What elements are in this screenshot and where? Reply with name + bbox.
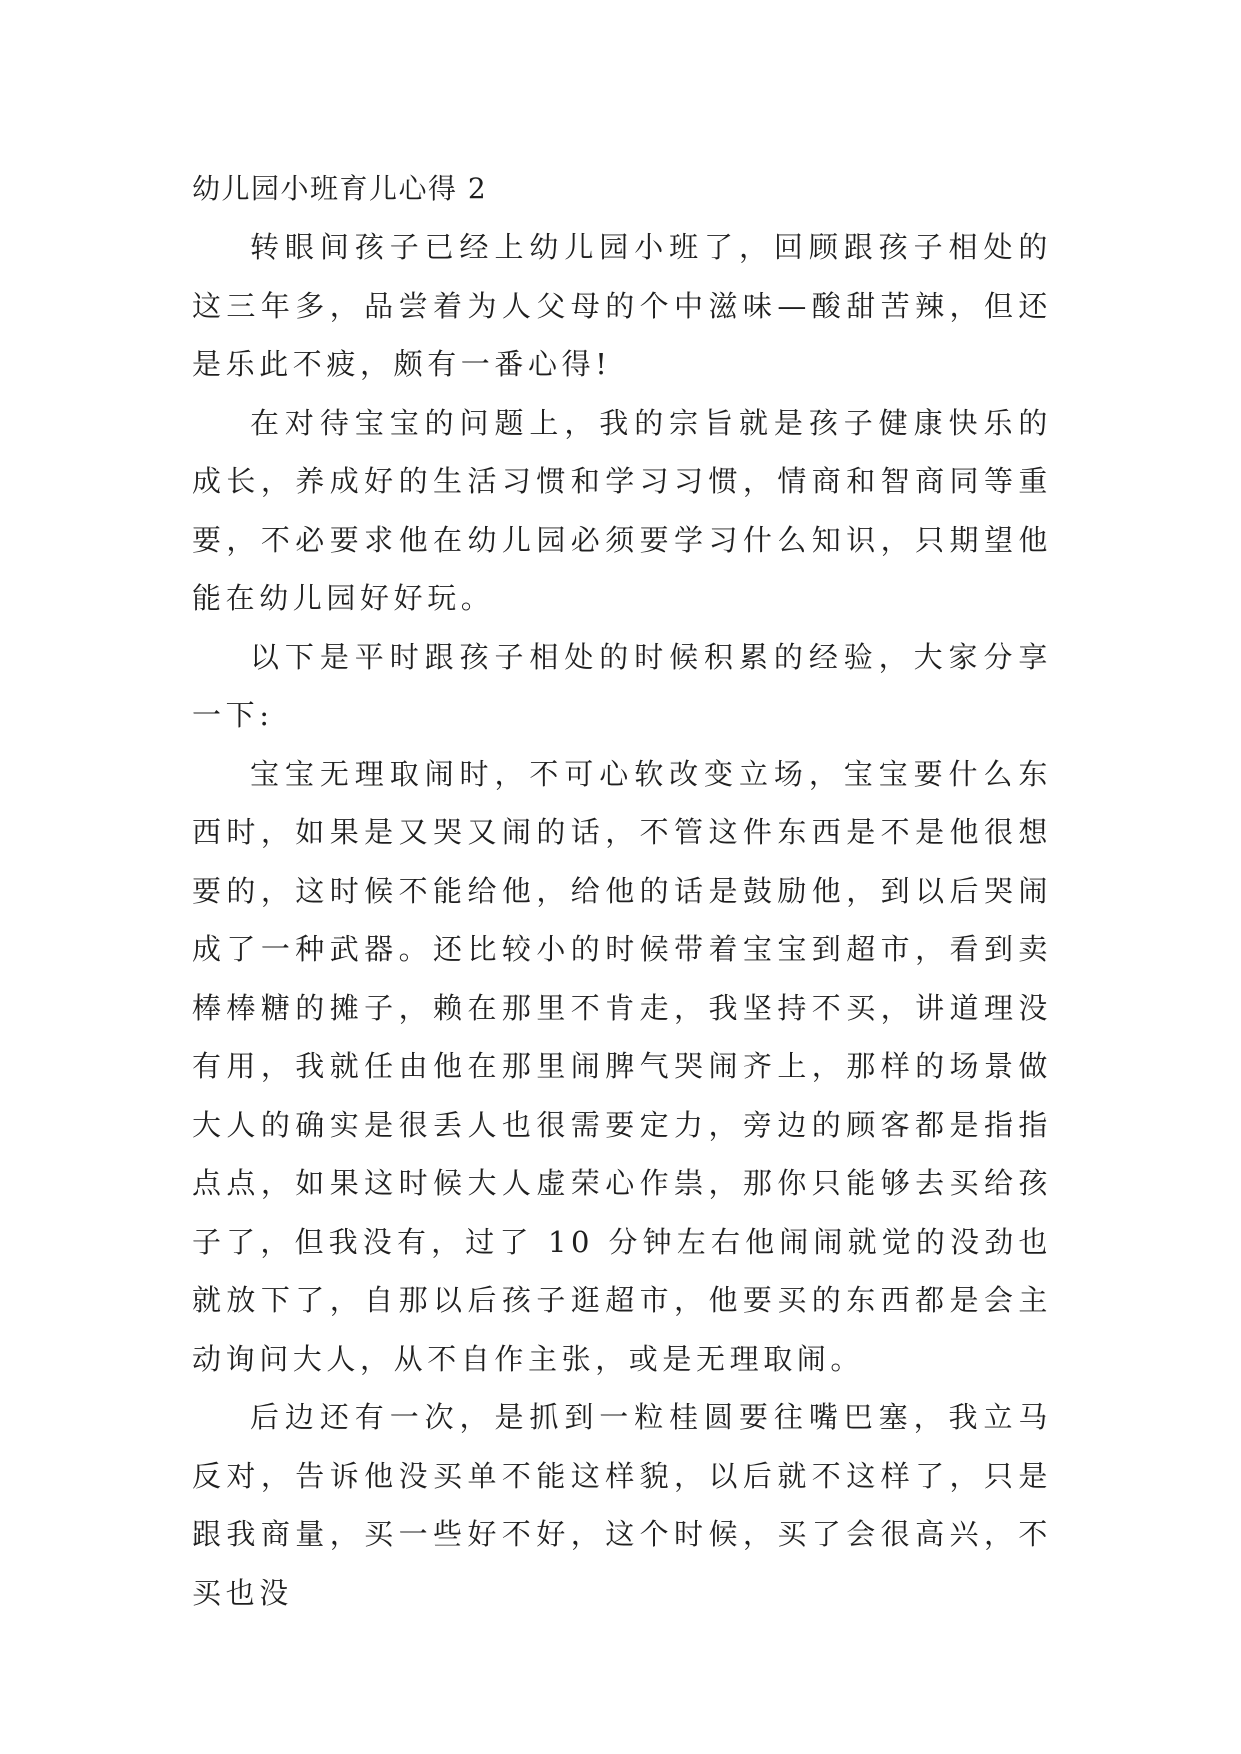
document-title: 幼儿园小班育儿心得 2 — [192, 172, 488, 205]
paragraph-tantrum-story: 宝宝无理取闹时，不可心软改变立场，宝宝要什么东西时，如果是又哭又闹的话，不管这件东西是不是他很想要的，这时候不能给他，给他的话是鼓励他，到以后哭闹成了一种武器。还比较小的时候带着宝宝到超市，看到卖棒棒糖的摊子，赖在那里不肯走，我坚持不买，讲道理没有用，我就任由他在那里闹脾气哭闹齐上，那样的场景做大人的确实是很丢人也很需要定力，旁边的顾客都是指指点点，如果这时候大人虚荣心作祟，那你只能够去买给孩子了，但我没有，过了 10 分钟左右他闹闹就觉的没劲也就放下了，自那以后孩子逛超市，他要买的东西都是会主动询问大人，从不自作主张，或是无理取闹。 — [192, 756, 1052, 1376]
paragraph-intro: 转眼间孩子已经上幼儿园小班了，回顾跟孩子相处的这三年多，品尝着为人父母的个中滋味—酸甜苦辣，但还是乐此不疲，颇有一番心得! — [192, 230, 1052, 381]
document-body — [192, 160, 1052, 1622]
paragraph-principle: 在对待宝宝的问题上，我的宗旨就是孩子健康快乐的成长，养成好的生活习惯和学习习惯，情商和智商同等重要，不必要求他在幼儿园必须要学习什么知识，只期望他能在幼儿园好好玩。 — [192, 405, 1052, 615]
paragraph-share: 以下是平时跟孩子相处的时候积累的经验，大家分享一下: — [192, 639, 1052, 732]
paragraph-longan-story: 后边还有一次，是抓到一粒桂圆要往嘴巴塞，我立马反对，告诉他没买单不能这样貌，以后就不这样了，只是跟我商量，买一些好不好，这个时候，买了会很高兴，不买也没 — [192, 1400, 1052, 1610]
